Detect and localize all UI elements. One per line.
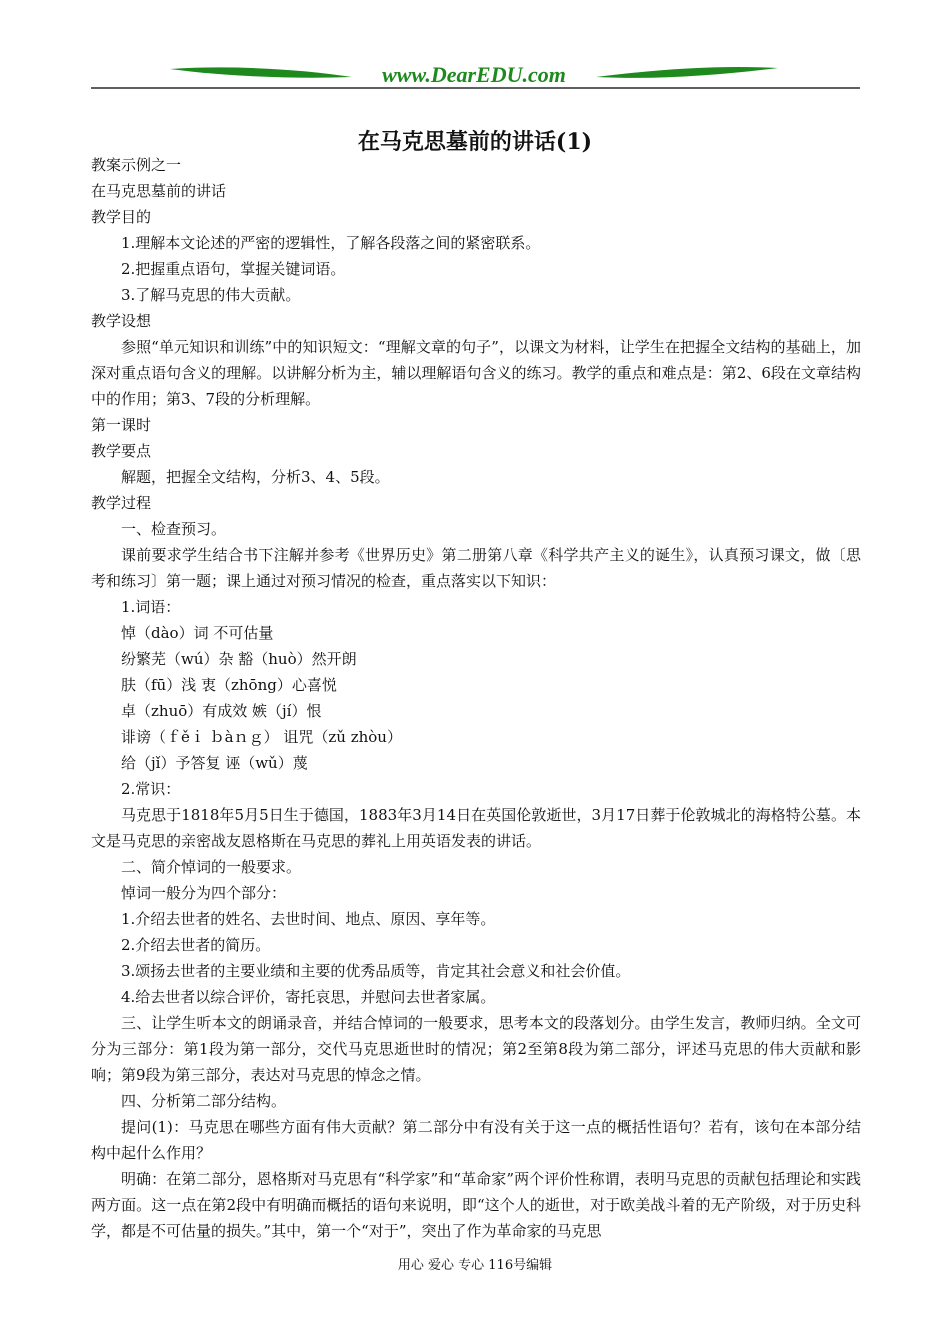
paragraph: 3.了解马克思的伟大贡献。 (121, 286, 301, 304)
paragraph: 教学要点 (91, 442, 152, 460)
left-swoosh (170, 67, 352, 77)
paragraph: 教案示例之一 (91, 156, 182, 174)
paragraph: 教学过程 (91, 494, 152, 512)
paragraph: 4.给去世者以综合评价，寄托哀思，并慰问去世者家属。 (121, 988, 496, 1006)
paragraph: 肤（fū）浅 衷（zhōng）心喜悦 (121, 676, 337, 694)
paragraph: 1.理解本文论述的严密的逻辑性，了解各段落之间的紧密联系。 (121, 234, 541, 252)
paragraph: 卓（zhuō）有成效 嫉（jí）恨 (121, 702, 322, 720)
site-name: www.DearEDU.com (382, 62, 566, 87)
paragraph: 提问(1)：马克思在哪些方面有伟大贡献？第二部分中有没有关于这一点的概括性语句？若有，该句在本部分结构中起什么作用？ (91, 1118, 861, 1162)
paragraph: 明确：在第二部分，恩格斯对马克思有“科学家”和“革命家”两个评价性称谓，表明马克思的贡献包括理论和实践两方面。这一点在第2段中有明确而概括的语句来说明，即“这个人的逝世，对于欧美战斗着的无产阶级，对于历史科学，都是不可估量的损失。”其中，第一个“对于”，突出了作为革命家的马克思 (91, 1170, 861, 1240)
paragraph: 给（jǐ）予答复 诬（wǔ）蔑 (121, 754, 308, 772)
paragraph: 2.把握重点语句，掌握关键词语。 (121, 260, 346, 278)
paragraph: 一、检查预习。 (121, 520, 227, 538)
document-body (91, 152, 861, 1244)
paragraph: 课前要求学生结合书下注解并参考《世界历史》第二册第八章《科学共产主义的诞生》，认真预习课文，做〔思考和练习〕第一题；课上通过对预习情况的检查，重点落实以下知识： (91, 546, 861, 590)
paragraph: 悼（dào）词 不可估量 (121, 624, 274, 642)
paragraph: 悼词一般分为四个部分： (121, 884, 287, 902)
site-logo (0, 55, 950, 95)
page-footer: 用心 爱心 专心 116号编辑 (397, 1258, 553, 1273)
paragraph: 四、分析第二部分结构。 (121, 1092, 287, 1110)
paragraph: 第一课时 (91, 416, 152, 434)
paragraph: 解题，把握全文结构，分析3、4、5段。 (121, 468, 390, 486)
page-title: 在马克思墓前的讲话(1) (357, 128, 593, 155)
paragraph: 参照“单元知识和训练”中的知识短文：“理解文章的句子”，以课文为材料，让学生在把握全文结构的基础上，加深对重点语句含义的理解。以讲解分析为主，辅以理解语句含义的练习。教学的重点和难点是：第2、6段在文章结构中的作用；第3、7段的分析理解。 (91, 338, 861, 408)
paragraph: 2.常识： (121, 780, 181, 798)
paragraph: 1.词语： (121, 598, 181, 616)
site-header-banner (0, 55, 950, 95)
paragraph: 3.颂扬去世者的主要业绩和主要的优秀品质等，肯定其社会意义和社会价值。 (121, 962, 631, 980)
paragraph: 纷繁芜（wú）杂 豁（huò）然开朗 (121, 650, 357, 668)
paragraph: 2.介绍去世者的简历。 (121, 936, 271, 954)
paragraph: 诽谤（ｆěｉ ｂàｎｇ） 诅咒（zǔ zhòu） (121, 728, 402, 746)
paragraph: 马克思于1818年5月5日生于德国，1883年3月14日在英国伦敦逝世，3月17日葬于伦敦城北的海格特公墓。本文是马克思的亲密战友恩格斯在马克思的葬礼上用英语发表的讲话。 (91, 806, 861, 850)
paragraph: 在马克思墓前的讲话 (91, 182, 227, 200)
paragraph: 三、让学生听本文的朗诵录音，并结合悼词的一般要求，思考本文的段落划分。由学生发言，教师归纳。全文可分为三部分：第1段为第一部分，交代马克思逝世时的情况；第2至第8段为第二部分，评述马克思的伟大贡献和影响；第9段为第三部分，表达对马克思的悼念之情。 (91, 1014, 861, 1084)
paragraph: 二、简介悼词的一般要求。 (121, 858, 302, 876)
right-swoosh (596, 67, 778, 78)
paragraph: 教学目的 (91, 208, 152, 226)
paragraph: 教学设想 (91, 312, 152, 330)
paragraph: 1.介绍去世者的姓名、去世时间、地点、原因、享年等。 (121, 910, 496, 928)
